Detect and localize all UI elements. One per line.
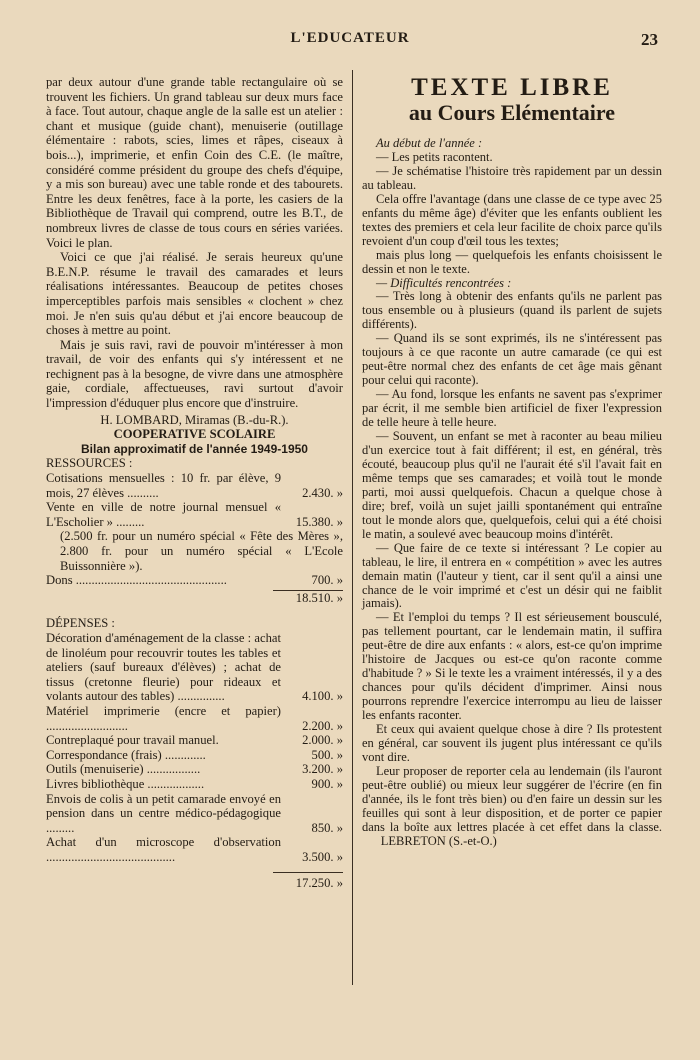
- ledger-amount: 500. »: [311, 747, 343, 762]
- paragraph-text: Leur proposer de reporter cela au lendemain (ils l'auront peut-être oublié) ou mieux leur suggérer de l'écrire (en fin d'année, ils le font très bien) ou d'en faire un dessin sur les feuilles qui sont à leur disposition, et de porter ce papier dans la boîte aux lettres placée à cet effet dans la classe.: [362, 763, 662, 834]
- page-number: 23: [641, 30, 658, 49]
- journal-name: L'EDUCATEUR: [290, 30, 410, 46]
- coop-subtitle: Bilan approximatif de l'année 1949-1950: [81, 441, 308, 456]
- ledger-row: [46, 748, 343, 763]
- ledger-row: [46, 704, 343, 733]
- section-heading: Au début de l'année :: [376, 136, 483, 150]
- ledger-label: Matériel imprimerie (encre et papier) ..........................: [46, 703, 281, 733]
- ledger-label: Cotisations mensuelles : 10 fr. par élève, 9 mois, 27 élèves ..........: [46, 471, 281, 500]
- paragraph: — Les petits racontent.: [376, 149, 493, 164]
- paragraph: — Souvent, un enfant se met à raconter au beau milieu d'un exercice tout à fait différent; il est, en général, très écouté, beaucoup plus qu'il ne l'aurait été s'il l'avait fait en même temps que ses camarades; et voilà tout le monde parti, moi aussi quelquefois. Chacun a quelque chose à dire; bref, voilà un sujet jailli spontanément qui entraîne tout le monde alors que, quelquefois, celui qui a été choisi le matin, a soulevé avec beaucoup moins d'intérêt.: [362, 429, 662, 541]
- ledger-amount: 15.380. »: [295, 514, 343, 529]
- column-divider: [352, 70, 353, 985]
- right-column: [362, 72, 662, 849]
- ledger-row: [46, 500, 343, 529]
- article-subtitle: au Cours Elémentaire: [408, 100, 616, 125]
- paragraph: Cela offre l'avantage (dans une classe de ce type avec 25 enfants du même âge) d'éviter que les enfants oublient les textes des premiers et cela leur facilite de choix parce qu'ils revoient d'un coup d'œil tous les textes;: [362, 191, 662, 248]
- depenses-total: 17.250. »: [273, 872, 343, 891]
- ledger-label: Livres bibliothèque ..................: [46, 776, 205, 791]
- ledger-amount: 850. »: [311, 820, 343, 835]
- ledger-label: Décoration d'aménagement de la classe : achat de linoléum pour recouvrir toutes les tables et ateliers (sauf bureaux d'élèves) ; achat de tissus (cretonne fleurie) pour rideaux et volants autour des tables) ...............: [46, 630, 281, 704]
- depenses-heading: DÉPENSES :: [46, 616, 115, 631]
- paragraph: [362, 765, 662, 849]
- ressources-total: 18.510. »: [273, 590, 343, 606]
- paragraph: — Je schématise l'histoire très rapidement par un dessin au tableau.: [362, 163, 662, 192]
- paragraph: — Au fond, lorsque les enfants ne savent pas s'exprimer par écrit, il me semble bien artificiel de fixer l'expression de telle heure à telle heure.: [362, 387, 662, 430]
- ledger-label: Dons ................................................: [46, 573, 227, 588]
- paragraph: Voici ce que j'ai réalisé. Je serais heureux qu'une B.E.N.P. résume le travail des camarades et leurs réalisations intéressantes. Beaucoup de petites choses imperceptibles parfois mais sensibles « clochent » chez moi. Je n'en suis qu'au début et j'ai encore beaucoup de choses à mettre au point.: [46, 250, 343, 338]
- ledger-label: Achat d'un microscope d'observation .........................................: [46, 835, 281, 864]
- ledger-amount: 4.100. »: [302, 689, 343, 704]
- paragraph: — Quand ils se sont exprimés, ils ne s'intéressent pas toujours à ce que raconte un autre camarade (ce qui est peut-être normal chez des enfants de cet âge mais gênant pour celui qui raconte).: [362, 331, 662, 388]
- ledger-row: [46, 631, 343, 704]
- signature: H. LOMBARD, Miramas (B.-du-R.).: [100, 412, 289, 427]
- ledger-amount: 3.200. »: [302, 762, 343, 777]
- ledger-label: Outils (menuiserie) .................: [46, 762, 201, 777]
- ledger-row: [46, 835, 343, 864]
- coop-title: COOPERATIVE SCOLAIRE: [113, 427, 276, 442]
- section-heading: — Difficultés rencontrées :: [376, 275, 512, 290]
- ledger-row: [46, 471, 343, 500]
- ledger-label: Correspondance (frais) .............: [46, 747, 206, 762]
- paragraph: Mais je suis ravi, ravi de pouvoir m'intéresser à mon travail, de voir des enfants qui s'y intéressent et ne rechignent pas à la besogne, de vivre dans une atmosphère gaie, cordiale, affectueuses, ravi surtout d'avoir l'impression d'éduquer plus encore que d'instruire.: [46, 337, 343, 411]
- ledger-amount: 900. »: [311, 776, 343, 791]
- ledger-amount: 2.200. »: [302, 718, 343, 733]
- ledger-amount: 2.430. »: [302, 485, 343, 500]
- ledger-row: [46, 777, 343, 792]
- ledger-row: [46, 733, 343, 748]
- paragraph: — Que faire de ce texte si intéressant ? Le copier au tableau, le lire, il entrera en « compétition » avec les autres demain matin (l'auteur y tient, car il sent qu'il a ainsi une chance de le voir imprimé et c'est un désir qui ne faiblit jamais).: [362, 540, 662, 611]
- ledger-row: [46, 762, 343, 777]
- last-paragraph-block: [362, 765, 662, 849]
- left-column: [46, 75, 343, 891]
- ledger-label: Contreplaqué pour travail manuel.: [46, 733, 219, 748]
- paragraph: mais plus long — quelquefois les enfants choisissent le dessin et non le texte.: [362, 247, 662, 276]
- ledger-label: Envois de colis à un petit camarade envoyé en pension dans un centre médico-pédagogique .........: [46, 791, 281, 835]
- author-signature: LEBRETON (S.-et-O.): [380, 833, 497, 848]
- ledger-row: [46, 792, 343, 836]
- ledger-amount: 700. »: [311, 573, 343, 588]
- ledger-amount: 2.000. »: [302, 733, 343, 748]
- running-head: [36, 30, 664, 54]
- ledger-detail: (2.500 fr. pour un numéro spécial « Fête des Mères », 2.800 fr. pour un numéro spécial « L'Ecole Buissonnière »).: [60, 529, 343, 573]
- ressources-heading: RESSOURCES :: [46, 456, 133, 471]
- ledger-label: Vente en ville de notre journal mensuel « L'Escholier » .........: [46, 500, 281, 529]
- article-title: TEXTE LIBRE: [411, 74, 613, 101]
- ledger-row: [46, 573, 343, 588]
- paragraph: par deux autour d'une grande table rectangulaire où se trouvent les fichiers. Un grand tableau sur deux murs face à face. Tout autour, chaque angle de la salle est un atelier : chant et musique (guide chant), menuiserie (outillage élémentaire : rabots, scies, limes et râpes, ciseaux à bois...), imprimerie, et enfin Coin des C.E. (le maître, considéré comme président du groupe des chefs d'équipe, y a mis son bureau) avec une table ronde et des tabourets. Entre les deux fenêtres, face à la porte, les casiers de la Bibliothèque de Travail qui comprend, outre les B.T., de nombreux livres de classe de tous cours en séries variées. Voici le plan.: [46, 75, 343, 250]
- ledger-amount: 3.500. »: [302, 849, 343, 864]
- paragraph: — Et l'emploi du temps ? Il est sérieusement bousculé, pas tellement pourtant, car le lendemain matin, il suffira peut-être de dire aux enfants : « alors, est-ce qu'on imprime l'histoire de Jacques ou est-ce qu'on raconte comme d'habitude ? » Si le texte les a vraiment intéressés, il y a des chances pour qu'ils décident d'imprimer. Ainsi nous pourrons reprendre l'exercice interrompu au lieu de laisser les enfants raconter.: [362, 610, 662, 723]
- paragraph: — Très long à obtenir des enfants qu'ils ne parlent pas tous ensemble ou à plusieurs (quand ils parlent de sujets différents).: [362, 289, 662, 332]
- paragraph: Et ceux qui avaient quelque chose à dire ? Ils protestent en général, car souvent ils jugent plus intéressant ce qu'ils vont dire.: [362, 722, 662, 764]
